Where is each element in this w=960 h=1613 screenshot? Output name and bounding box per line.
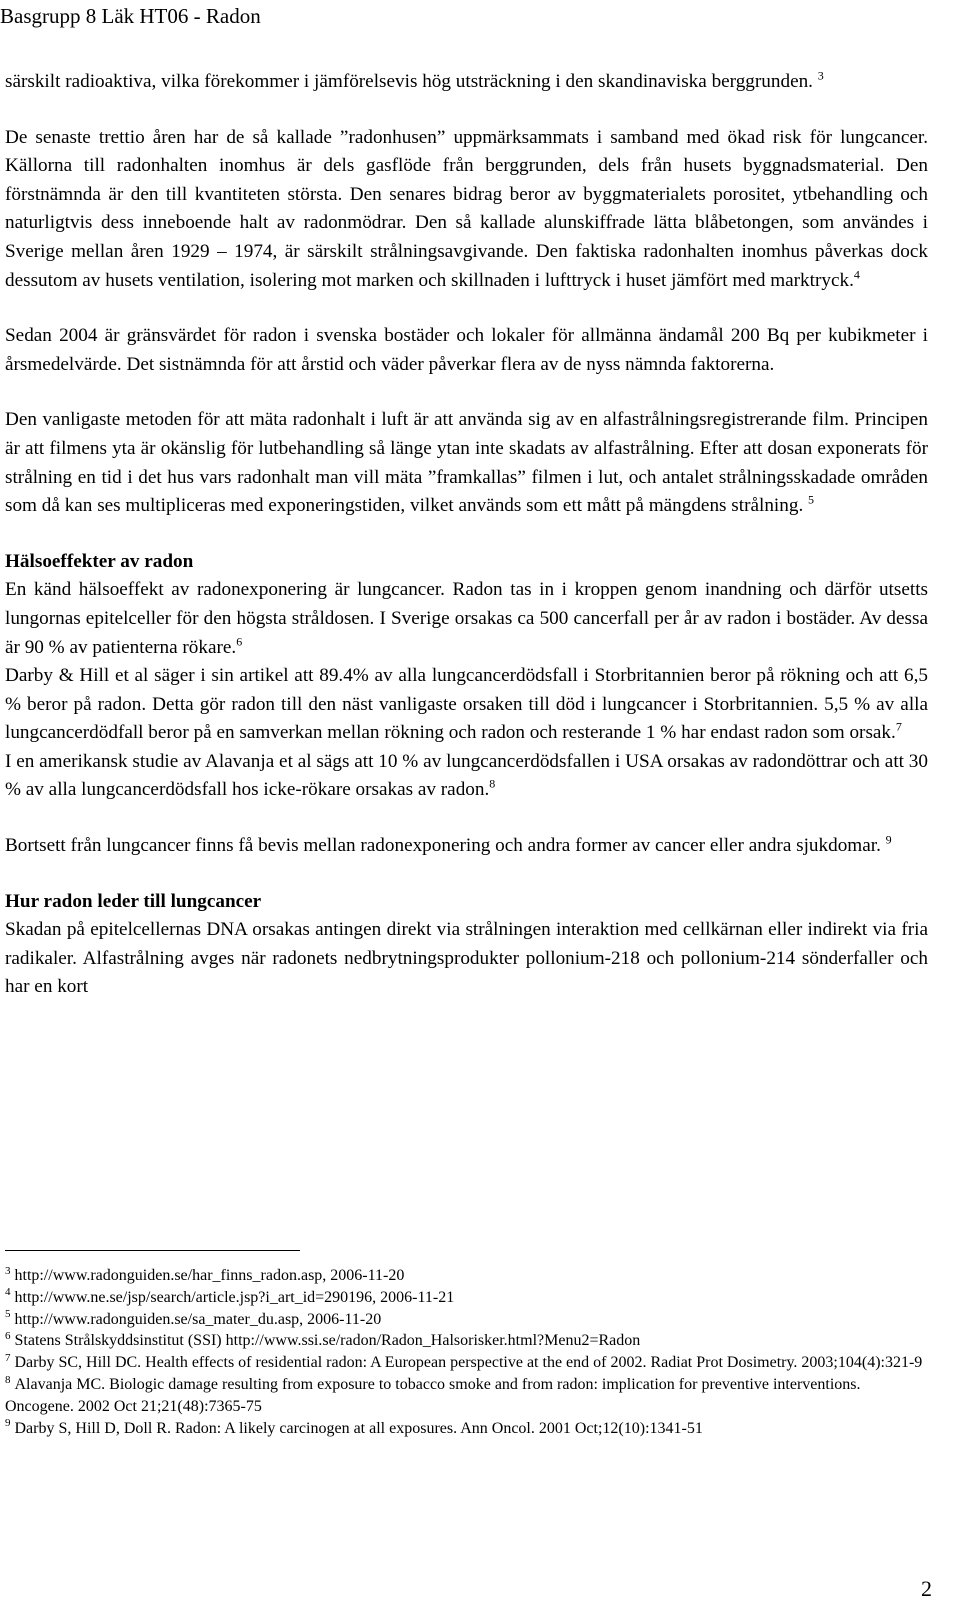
main-text bbox=[5, 68, 928, 1002]
page-number: 2 bbox=[921, 1576, 932, 1601]
footnotes bbox=[5, 1265, 928, 1439]
paragraph-darby-hill: Darby & Hill et al säger i sin artikel att 89.4% av alla lungcancerdödsfall i Storbritannien beror på rökning och att 6,5 % beror på radon. Detta gör radon till den näst vanligaste orsaken till död i lungcancer i Storbritannien. 5,5 % av alla lungcancerdödfall beror på en samverkan mellan rökning och radon och resterande 1 % har endast radon som orsak.$^7$ bbox=[5, 665, 928, 744]
footnote-ref: 6 bbox=[236, 634, 243, 649]
paragraph-mechanism: Skadan på epitelcellernas DNA orsakas antingen direkt via strålningen interaktion med cellkärnan eller indirekt via fria radikaler. Alfastrålning avges när radonets nedbrytningsprodukter pollonium-218 och pollonium-214 sönderfaller och har en kort bbox=[5, 919, 928, 998]
heading-mechanism: Hur radon leder till lungcancer bbox=[5, 890, 262, 912]
footnote: $^6$ Statens Strålskyddsinstitut (SSI) http://www.ssi.se/radon/Radon_Halsorisker.html?Menu2=Radon bbox=[5, 1330, 641, 1350]
footnote: $^8$ Alavanja MC. Biologic damage resulting from exposure to tobacco smoke and from radon: implication for preventive interventions. Oncogene. 2002 Oct 21;21(48):7365-75 bbox=[5, 1373, 861, 1415]
footnote-ref: 9 bbox=[885, 832, 892, 847]
paragraph-other-diseases: Bortsett från lungcancer finns få bevis mellan radonexponering och andra former av cancer eller andra sjukdomar. $^9$ bbox=[5, 832, 892, 857]
footnote: $^4$ http://www.ne.se/jsp/search/article.jsp?i_art_id=290196, 2006-11-21 bbox=[5, 1286, 455, 1306]
footnote: $^5$ http://www.radonguiden.se/sa_mater_du.asp, 2006-11-20 bbox=[5, 1308, 382, 1328]
paragraph-measurement: Den vanligaste metoden för att mäta radonhalt i luft är att använda sig av en alfastrålningsregistrerande film. Principen är att filmens yta är okänslig för lutbehandling så länge ytan inte skadats av alfastrålning. Efter att dosan exponerats för strålning en tid i det hus vars radonhalt man vill mäta ”framkallas” filmen i lut, och antalet strålningsskadade områden som då kan ses multipliceras med exponeringstiden, vilket används som ett mått på mängdens strålning. $^5$ bbox=[5, 409, 928, 517]
paragraph-intro-end: särskilt radioaktiva, vilka förekommer i jämförelsevis hög utsträckning i den skandinaviska berggrunden. $^3$ bbox=[5, 68, 824, 92]
footnote-ref: 8 bbox=[489, 777, 496, 792]
paragraph-health-effects: En känd hälsoeffekt av radonexponering är lungcancer. Radon tas in i kroppen genom inandning och därför utsetts lungornas epitelceller för den högsta stråldosen. I Sverige orsakas ca 500 cancerfall per år av radon i bostäder. Av dessa är 90 % av patienterna rökare.$^6$ bbox=[5, 579, 928, 658]
footnote: $^7$ Darby SC, Hill DC. Health effects of residential radon: A European perspective at the end of 2002. Radiat Prot Dosimetry. 2003;104(4):321-9 bbox=[5, 1351, 923, 1372]
footnote-ref: 5 bbox=[808, 492, 815, 507]
page-header: Basgrupp 8 Läk HT06 - Radon bbox=[0, 4, 261, 28]
footnote-ref: 7 bbox=[895, 719, 902, 734]
paragraph-alavanja: I en amerikansk studie av Alavanja et al sägs att 10 % av lungcancerdödsfallen i USA orsakas av radondöttrar och att 30 % av alla lungcancerdödsfall hos icke-rökare orsakas av radon.$^8$ bbox=[5, 750, 928, 801]
footnote-divider bbox=[5, 1250, 300, 1251]
paragraph-limit: Sedan 2004 är gränsvärdet för radon i svenska bostäder och lokaler för allmänna ändamål 200 Bq per kubikmeter i årsmedelvärde. Det sistnämnda för att årstid och väder påverkar flera av de nyss nämnda faktorerna. bbox=[5, 325, 928, 375]
heading-health-effects: Hälsoeffekter av radon bbox=[5, 550, 194, 572]
footnote: $^3$ http://www.radonguiden.se/har_finns_radon.asp, 2006-11-20 bbox=[5, 1264, 405, 1284]
paragraph-radonhusen: De senaste trettio åren har de så kallade ”radonhusen” uppmärksammats i samband med ökad risk för lungcancer. Källorna till radonhalten inomhus är dels gasflöde från berggrunden, dels från husets byggnadsmaterial. Den förstnämnda är den till kvantiteten största. Den senares bidrag beror av byggmaterialets porositet, ytbehandling och naturligtvis dess inneboende halt av radonmödrar. Den så kallade alunskiffrade lätta blåbetongen, som användes i Sverige mellan åren 1929 – 1974, är särskilt strålningsavgivande. Den faktiska radonhalten inomhus påverkas dock dessutom av husets ventilation, isolering mot marken och skillnaden i lufttryck i huset jämfört med marktryck.$^4$ bbox=[5, 126, 928, 291]
footnote-ref: 4 bbox=[853, 267, 860, 282]
footnote-ref: 3 bbox=[817, 68, 824, 83]
footnote: $^9$ Darby S, Hill D, Doll R. Radon: A likely carcinogen at all exposures. Ann Oncol. 2001 Oct;12(10):1341-51 bbox=[5, 1417, 703, 1437]
